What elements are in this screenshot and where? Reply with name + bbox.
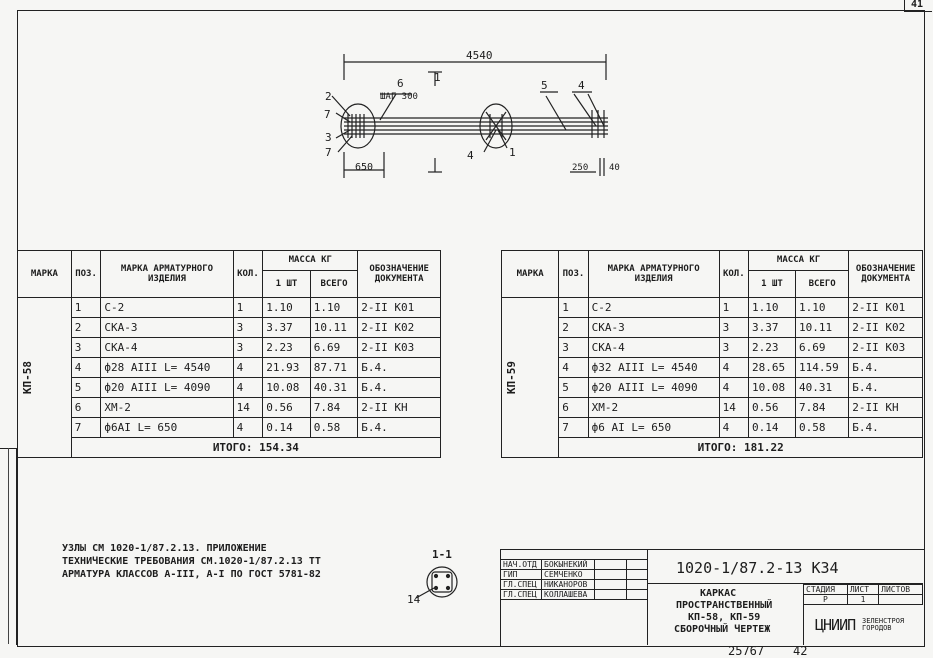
drawing-code: 1020-1/87.2-13 КЗ4 (676, 559, 839, 577)
header-mass: МАССА КГ (263, 251, 358, 271)
note-line-3: АРМАТУРА КЛАССОВ А-III, А-I ПО ГОСТ 5781-82 (62, 569, 321, 580)
step-label: ШАГ 300 (380, 92, 418, 102)
sheets-label: ЛИСТОВ (879, 585, 923, 595)
cell-qty: 1 (233, 298, 263, 318)
org-logo: ЦНИИП (815, 616, 856, 634)
note-line-1: УЗЛЫ СМ 1020-1/87.2.13. ПРИЛОЖЕНИЕ (62, 543, 267, 554)
header-item: МАРКА АРМАТУРНОГО ИЗДЕЛИЯ (101, 251, 233, 298)
cell-each: 3.37 (748, 318, 795, 338)
cage-elevation-drawing (300, 40, 640, 190)
cell-item: С-2 (101, 298, 233, 318)
header-mass-total: ВСЕГО (796, 271, 849, 298)
mark-cell (502, 298, 559, 458)
dim-650-label: 650 (355, 162, 374, 173)
title-line-2: ПРОСТРАНСТВЕННЫЙ (676, 600, 773, 611)
cell-item: ф6 АI L= 650 (588, 418, 719, 438)
mark-label: КП-58 (21, 360, 34, 395)
cell-each: 0.14 (748, 418, 795, 438)
cell-qty: 4 (233, 358, 263, 378)
role: ГИП (501, 570, 542, 580)
cell-total: 0.58 (796, 418, 849, 438)
cell-pos: 1 (71, 298, 101, 318)
cell-doc: 2-II К03 (849, 338, 923, 358)
cell-pos: 5 (559, 378, 588, 398)
sheet-value: 1 (847, 595, 878, 605)
title-line-3: КП-58, КП-59 (688, 612, 761, 623)
header-qty: КОЛ. (233, 251, 263, 298)
cell-item: ХМ-2 (101, 398, 233, 418)
header-pos: ПОЗ. (71, 251, 101, 298)
cell-each: 0.56 (748, 398, 795, 418)
callout-4-mid: 4 (467, 149, 474, 162)
role: ГЛ.СПЕЦ (501, 580, 542, 590)
note-line-2: ТЕХНИЧЕСКИЕ ТРЕБОВАНИЯ СМ.1020-1/87.2.13 ТТ (62, 556, 321, 567)
callout-3: 3 (325, 131, 332, 144)
cell-doc: 2-II КН (358, 398, 441, 418)
date-cell (626, 580, 647, 590)
date-cell (626, 570, 647, 580)
title-line-1: КАРКАС (700, 588, 737, 599)
callout-7b: 7 (325, 146, 332, 159)
cell-each: 0.14 (263, 418, 311, 438)
cell-pos: 3 (559, 338, 588, 358)
cell-pos: 7 (559, 418, 588, 438)
callout-2: 2 (325, 90, 332, 103)
header-mass-total: ВСЕГО (310, 271, 358, 298)
sheets-value (879, 595, 923, 605)
cell-total: 1.10 (310, 298, 358, 318)
cell-pos: 3 (71, 338, 101, 358)
cell-each: 10.08 (748, 378, 795, 398)
cell-doc: 2-II К02 (849, 318, 923, 338)
spec-table-kp58 (17, 250, 441, 458)
role-name: НИКАНОРОВ (542, 580, 595, 590)
cell-pos: 5 (71, 378, 101, 398)
cell-total: 114.59 (796, 358, 849, 378)
cell-item: СКА-4 (101, 338, 233, 358)
cell-doc: Б.4. (849, 358, 923, 378)
cell-qty: 14 (233, 398, 263, 418)
cell-item: ф20 АIII L= 4090 (588, 378, 719, 398)
cell-total: 87.71 (310, 358, 358, 378)
cell-pos: 6 (559, 398, 588, 418)
cell-qty: 14 (719, 398, 748, 418)
cell-qty: 3 (233, 338, 263, 358)
cell-item: ф6АI L= 650 (101, 418, 233, 438)
sheet-label: ЛИСТ (847, 585, 878, 595)
role-name: КОЛЛАШЕВА (542, 590, 595, 600)
cell-total: 0.58 (310, 418, 358, 438)
cell-qty: 4 (719, 378, 748, 398)
cell-qty: 3 (719, 318, 748, 338)
signature-cell (595, 570, 627, 580)
cell-pos: 4 (71, 358, 101, 378)
spec-table-kp59 (501, 250, 923, 458)
dim-total-label: 4540 (466, 49, 493, 62)
stage-label: СТАДИЯ (804, 585, 848, 595)
cell-total: 1.10 (796, 298, 849, 318)
cell-each: 28.65 (748, 358, 795, 378)
mark-label: КП-59 (505, 360, 518, 395)
callout-1-mid: 1 (509, 146, 516, 159)
signature-cell (595, 580, 627, 590)
cell-each: 1.10 (748, 298, 795, 318)
dim-250-label: 250 (572, 163, 589, 173)
role-name: СЕМЧЕНКО (542, 570, 595, 580)
cell-each: 0.56 (263, 398, 311, 418)
title-block-roles (500, 559, 648, 600)
cell-doc: Б.4. (849, 378, 923, 398)
margin-strip-divider (8, 448, 9, 644)
header-qty: КОЛ. (719, 251, 748, 298)
signature-cell (595, 590, 627, 600)
cell-pos: 6 (71, 398, 101, 418)
cell-qty: 3 (719, 338, 748, 358)
date-cell (626, 560, 647, 570)
cell-total: 7.84 (796, 398, 849, 418)
cell-qty: 4 (719, 418, 748, 438)
cell-item: СКА-3 (101, 318, 233, 338)
dim-40-label: 40 (609, 163, 620, 173)
header-pos: ПОЗ. (559, 251, 588, 298)
cell-total: 40.31 (310, 378, 358, 398)
cell-qty: 1 (719, 298, 748, 318)
callout-4-right: 4 (578, 79, 585, 92)
role: ГЛ.СПЕЦ (501, 590, 542, 600)
header-doc: ОБОЗНАЧЕНИЕ ДОКУМЕНТА (849, 251, 923, 298)
header-mass-each: 1 ШТ (263, 271, 311, 298)
cell-total: 6.69 (310, 338, 358, 358)
cell-qty: 4 (233, 378, 263, 398)
cell-total: 6.69 (796, 338, 849, 358)
cell-pos: 1 (559, 298, 588, 318)
cell-total: 7.84 (310, 398, 358, 418)
role: НАЧ.ОТД (501, 560, 542, 570)
cell-doc: Б.4. (358, 378, 441, 398)
callout-5: 5 (541, 79, 548, 92)
header-mass-each: 1 ШТ (748, 271, 795, 298)
cell-pos: 7 (71, 418, 101, 438)
stage-table (803, 584, 923, 605)
cell-each: 10.08 (263, 378, 311, 398)
cell-qty: 3 (233, 318, 263, 338)
cell-pos: 4 (559, 358, 588, 378)
cell-doc: 2-II К01 (358, 298, 441, 318)
cell-doc: 2-II К01 (849, 298, 923, 318)
bottom-numbers: 25767 42 (728, 644, 808, 658)
header-mark: МАРКА (502, 251, 559, 298)
cell-item: ф28 АIII L= 4540 (101, 358, 233, 378)
cell-total: 10.11 (310, 318, 358, 338)
cell-total: 10.11 (796, 318, 849, 338)
callout-1-top: 1 (434, 71, 441, 84)
cell-item: СКА-3 (588, 318, 719, 338)
cell-doc: 2-II К02 (358, 318, 441, 338)
mark-cell (18, 298, 72, 458)
cell-item: ф20 АIII L= 4090 (101, 378, 233, 398)
cell-qty: 4 (233, 418, 263, 438)
stage-value: Р (804, 595, 848, 605)
cell-item: ф32 АIII L= 4540 (588, 358, 719, 378)
cell-each: 21.93 (263, 358, 311, 378)
sheet-number: 41 (911, 0, 924, 10)
cell-each: 3.37 (263, 318, 311, 338)
cell-each: 2.23 (748, 338, 795, 358)
total-row: ИТОГО: 154.34 (71, 438, 440, 458)
cell-item: СКА-4 (588, 338, 719, 358)
cell-doc: Б.4. (358, 358, 441, 378)
header-item: МАРКА АРМАТУРНОГО ИЗДЕЛИЯ (588, 251, 719, 298)
cell-item: С-2 (588, 298, 719, 318)
callout-7a: 7 (324, 108, 331, 121)
cell-each: 1.10 (263, 298, 311, 318)
date-cell (626, 590, 647, 600)
cell-total: 40.31 (796, 378, 849, 398)
title-block-divider-v (647, 549, 648, 645)
cell-pos: 2 (71, 318, 101, 338)
cell-qty: 4 (719, 358, 748, 378)
role-name: БОКЫНЕКИЙ (542, 560, 595, 570)
header-mark: МАРКА (18, 251, 72, 298)
cell-doc: Б.4. (358, 418, 441, 438)
cell-pos: 2 (559, 318, 588, 338)
header-doc: ОБОЗНАЧЕНИЕ ДОКУМЕНТА (358, 251, 441, 298)
callout-6: 6 (397, 77, 404, 90)
cell-item: ХМ-2 (588, 398, 719, 418)
total-row: ИТОГО: 181.22 (559, 438, 923, 458)
title-line-4: СБОРОЧНЫЙ ЧЕРТЕЖ (674, 624, 771, 635)
org-text: ЗЕЛЕНСТРОЯ ГОРОДОВ (862, 617, 905, 632)
cell-doc: Б.4. (849, 418, 923, 438)
cell-doc: 2-II КН (849, 398, 923, 418)
section-callout: 14 (407, 593, 421, 606)
header-mass: МАССА КГ (748, 251, 848, 271)
cell-each: 2.23 (263, 338, 311, 358)
section-label: 1-1 (432, 548, 452, 561)
signature-cell (595, 560, 627, 570)
cell-doc: 2-II К03 (358, 338, 441, 358)
